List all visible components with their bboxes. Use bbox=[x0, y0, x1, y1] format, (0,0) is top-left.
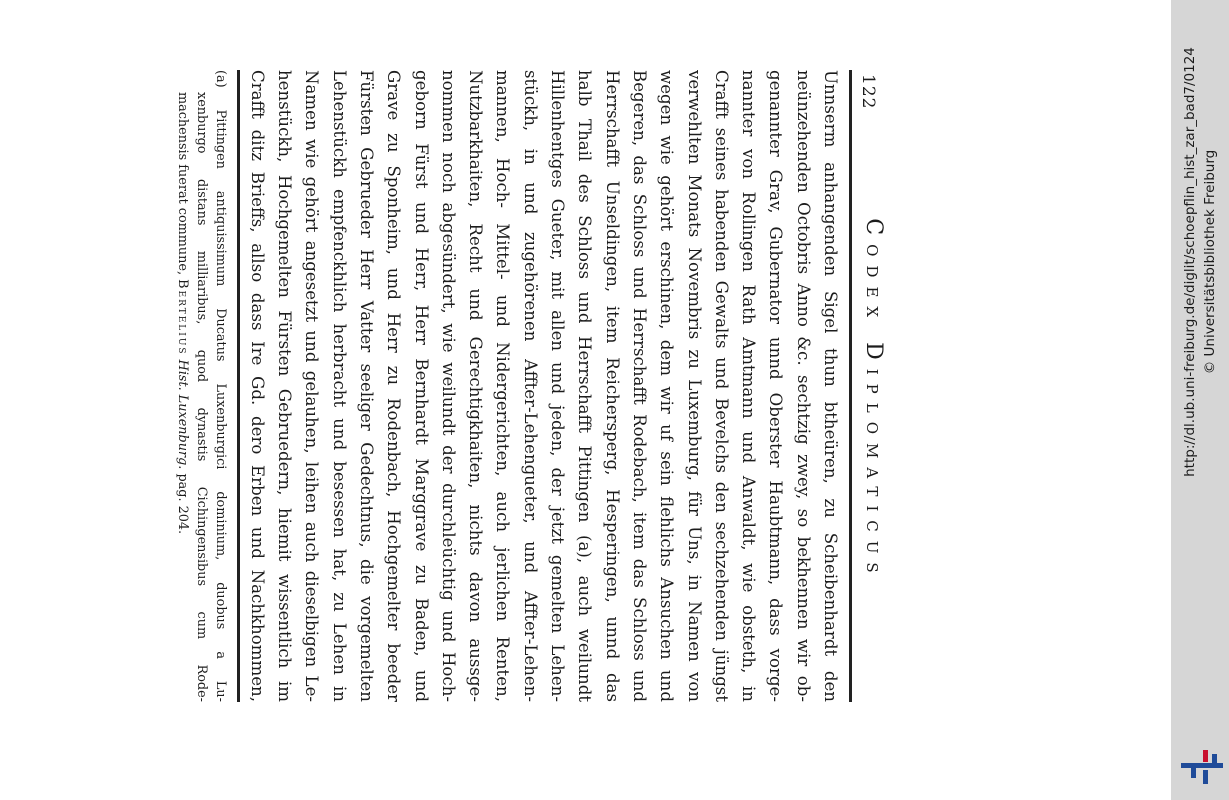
text-line: Begeren, das Schloss und Herrschafft Rodebach, item das Schloss und bbox=[629, 70, 649, 702]
text-line: wegen wie gehört erschinen, dem wir uf sein flehlichs Ansuchen und bbox=[657, 70, 677, 702]
footnote bbox=[173, 70, 230, 702]
text-line: genannter Grav, Gubernator unnd Oberster Haubtmann, dass vorge- bbox=[766, 70, 786, 702]
header-rule bbox=[849, 70, 852, 702]
text-line: Nutzbarkhaiten, Recht und Gerechtigkhaiten, nichts davon aussge- bbox=[466, 70, 486, 702]
book-page bbox=[148, 40, 892, 700]
page-number: 122 bbox=[858, 74, 878, 110]
text-line: nannter von Rollingen Rath Amtmann und Anwaldt, wie obsteth, in bbox=[739, 70, 759, 702]
text-line: neünzehenden Octobris Anno &c. sechtzig zwey, so bekhennen wir ob- bbox=[793, 70, 813, 702]
text-line: geborn Fürst und Herr, Herr Bernhardt Marggrave zu Baden, und bbox=[411, 70, 431, 702]
footnote-work: Hist. Luxenburg. bbox=[175, 359, 190, 470]
footnote-text: machensis fuerat commune, bbox=[175, 92, 190, 276]
text-line: Namen wie gehört angesetzt und gelauhen, leihen auch dieselbigen Le- bbox=[302, 70, 322, 702]
footnote-line: xenburgo distans milliaribus, quod dynastis Cichingensibus cum Rode- bbox=[194, 92, 209, 702]
text-line: nommen noch abgesündert, wie weilundt der durchleüchtig und Hoch- bbox=[438, 70, 458, 702]
running-title: Codex Diplomaticus bbox=[861, 218, 886, 582]
text-line: Crafft ditz Brieffs, allso dass Ire Gd. dero Erben und Nachkhommen, bbox=[247, 70, 267, 702]
text-line: mannen, Hoch- Mittel- und Nidergerichten, auch jerlichen Renten, bbox=[493, 70, 513, 702]
text-line: stückh, in und zugehörenen Affter-Lehengueter, und Affter-Lehen- bbox=[520, 70, 540, 702]
sidebar-caption bbox=[1180, 47, 1220, 477]
footnote-line bbox=[173, 70, 192, 702]
footnote-page: pag. 204. bbox=[175, 473, 190, 535]
text-line: Herrschafft Unseldingen, item Reichersperg, Hesperingen, unnd das bbox=[602, 70, 622, 702]
page-header bbox=[852, 70, 892, 702]
text-line: Unnserm anhangenden Sigel thun btheüren, zu Scheibenhardt den bbox=[821, 70, 840, 702]
text-line: verwehlten Monats Novembris zu Luxemburg, für Uns, in Namen von bbox=[684, 70, 704, 702]
text-line: Grave zu Sponheim, und Herr zu Rodenbach, Hochgemelter beeder bbox=[384, 70, 404, 702]
footnote-line: (a) Pittingen antiquissimum Ducatus Luxenburgici dominium, duobus a Lu- bbox=[213, 70, 228, 702]
text-line: henstückh, Hochgemelten Fürsten Gebruedern, hiemit wissentlich im bbox=[275, 70, 295, 702]
footnote-author: Bertelius bbox=[175, 279, 190, 356]
text-line: Hillenhentges Gueter, mit allen und jeden, der jetzt gemelten Lehen- bbox=[548, 70, 568, 702]
text-line: Crafft seines habenden Gewalts und Bevelchs den sechzehenden jüngst bbox=[711, 70, 731, 702]
text-line: Lehenstückh empfenckhlich herbracht und besessen hat, zu Lehen in bbox=[329, 70, 349, 702]
body-text bbox=[243, 70, 844, 702]
text-line: Fürsten Gebrueder Herr Vatter seeliger Gedechtnus, die vorgemelten bbox=[356, 70, 376, 702]
ub-freiburg-logo-icon bbox=[1181, 748, 1223, 786]
source-url[interactable]: http://dl.ub.uni-freiburg.de/diglit/schoepflin_hist_zar_bad7/0124 bbox=[1182, 47, 1198, 477]
text-line: halb Thail des Schloss und Herrschafft Pittingen (a), auch weilundt bbox=[575, 70, 595, 702]
footnote-rule bbox=[237, 70, 240, 702]
copyright-notice: © Universitätsbibliothek Freiburg bbox=[1202, 149, 1218, 375]
